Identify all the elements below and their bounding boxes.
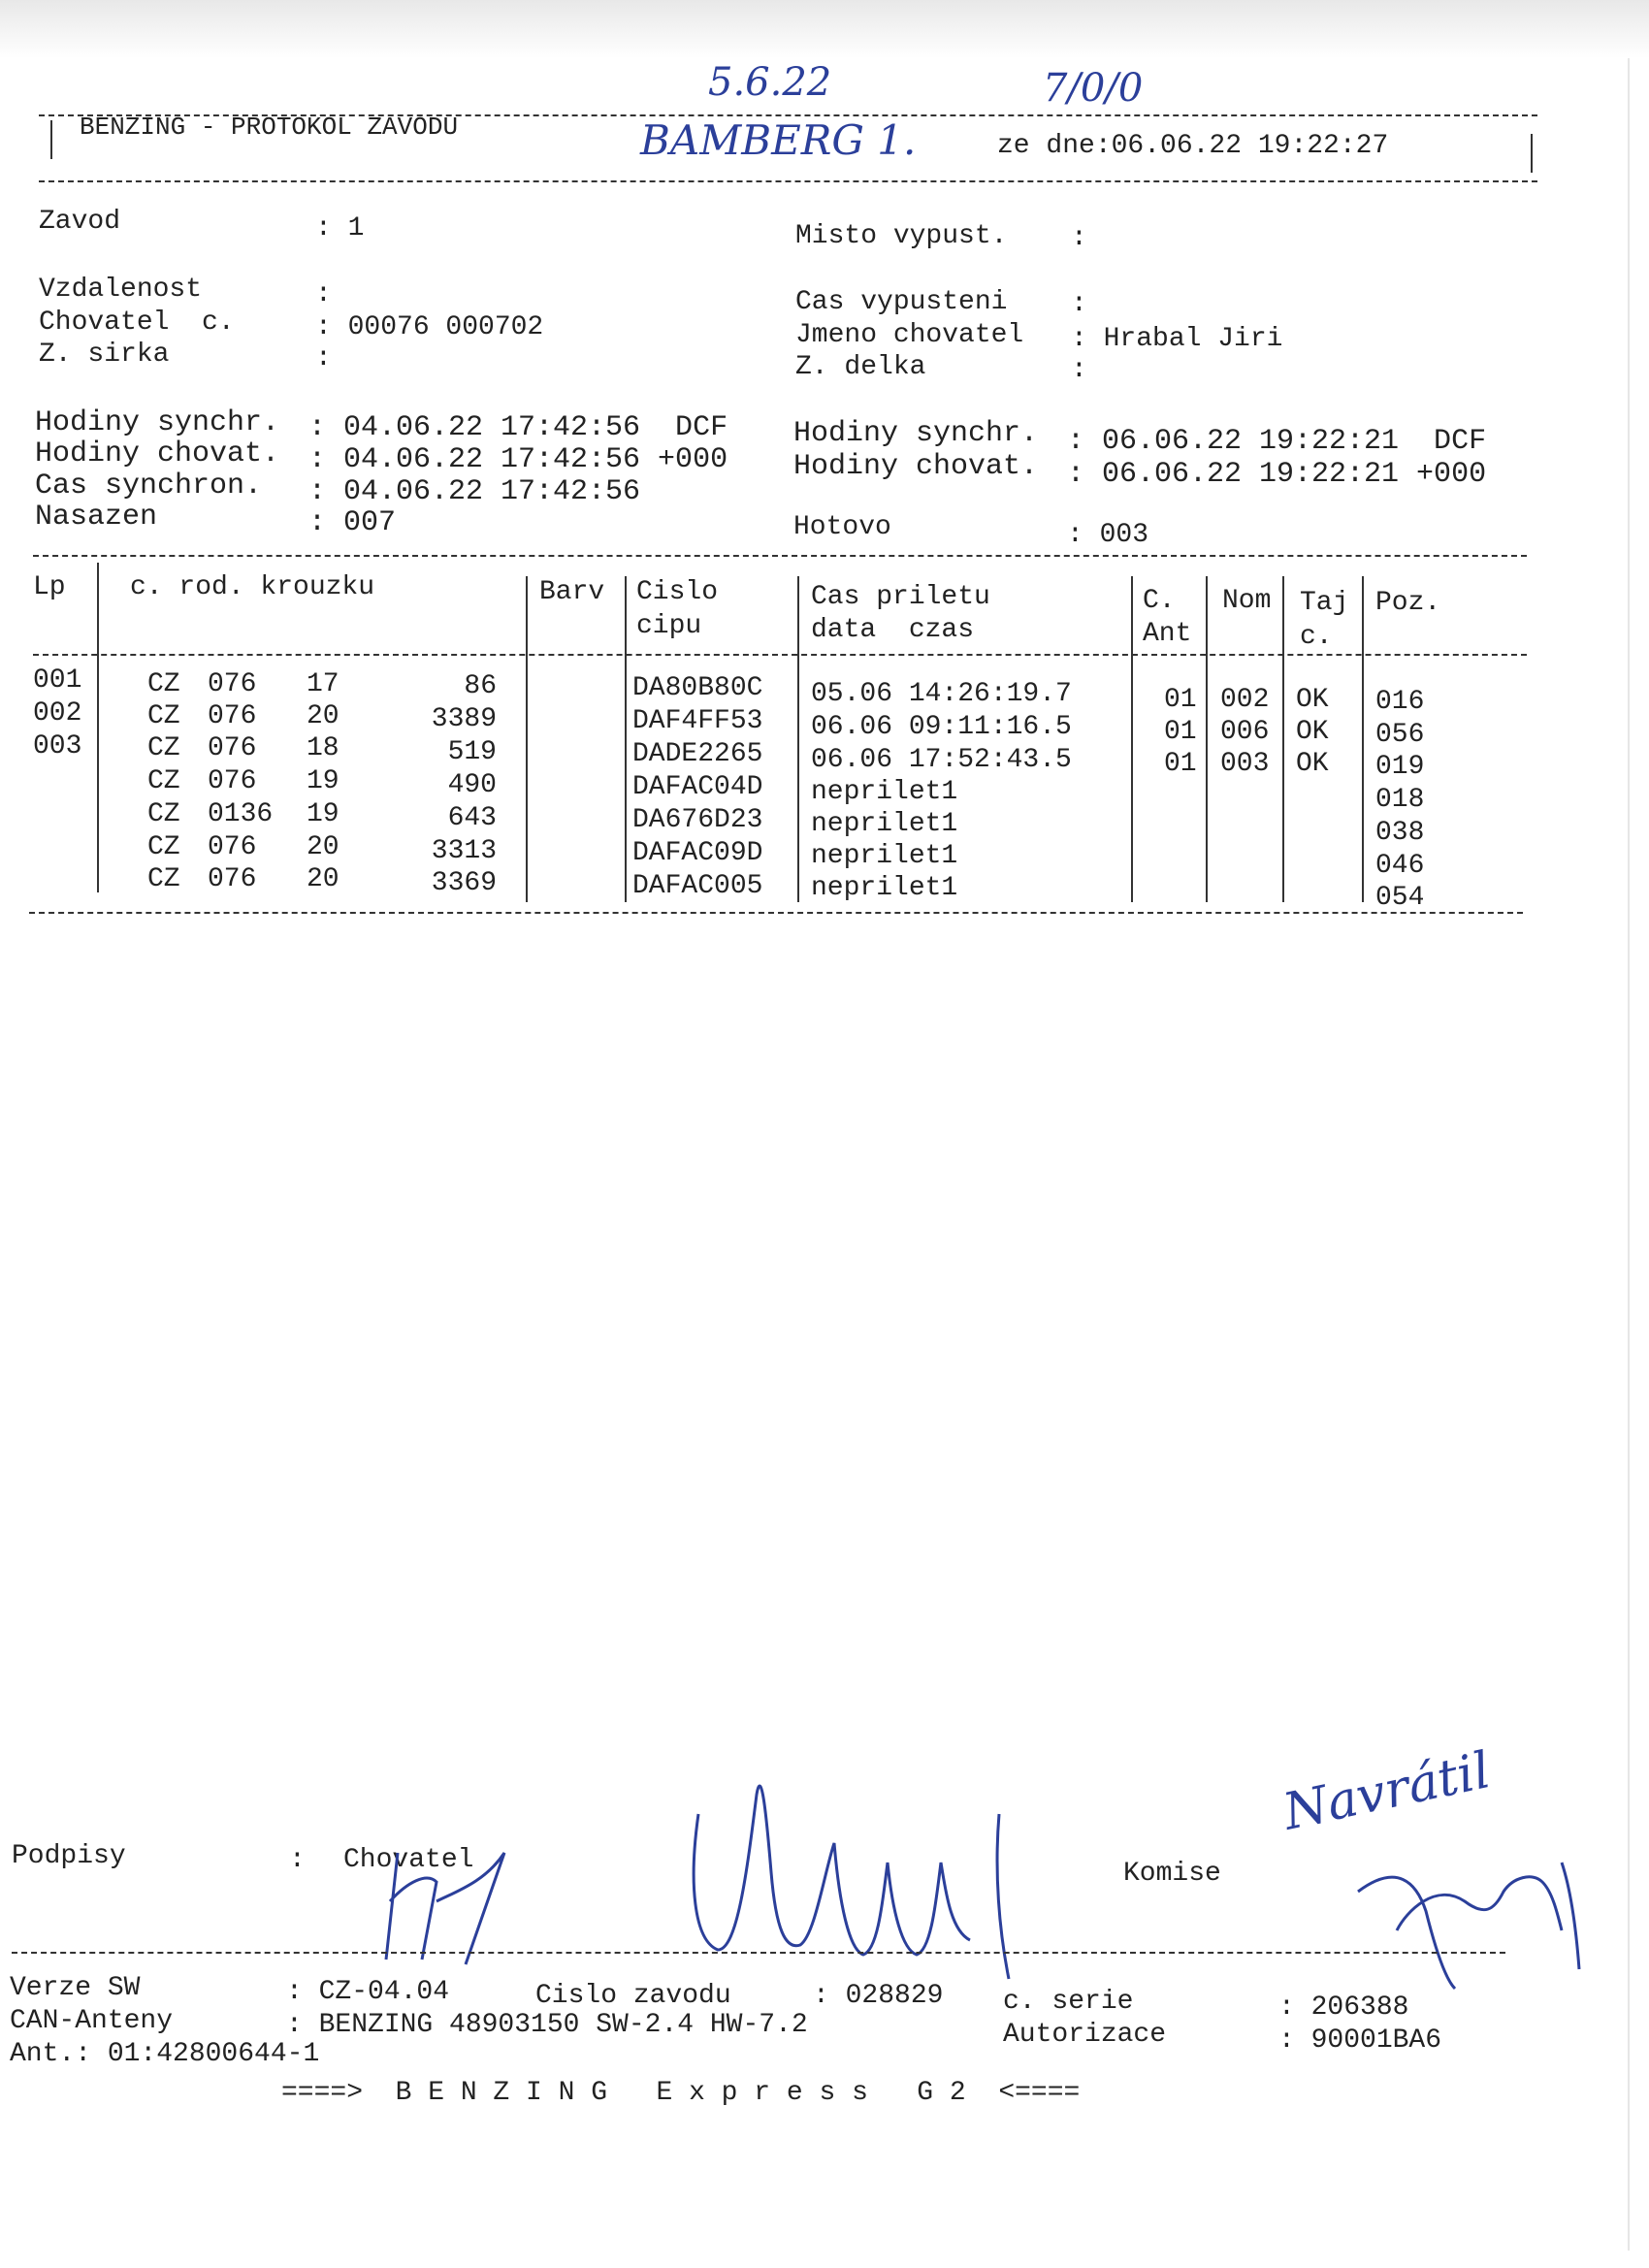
row4-num: 490 [447,770,497,800]
th-taj-2: c. [1300,622,1333,652]
row4-yr: 19 [307,766,340,796]
row1-taj: OK [1296,685,1329,715]
autorizace-label: Autorizace [1003,2020,1167,2050]
serie-value: : 206388 [1278,1993,1409,2023]
sirka-label: Z. sirka [39,340,170,370]
table-bottom-rule [29,912,1523,914]
verze-label: Verze SW [10,1973,141,2003]
row2-num: 3389 [431,704,497,734]
row1-org: 076 [208,669,257,699]
row3-time: 06.06 17:52:43.5 [811,745,1072,775]
row5-num: 643 [447,803,497,833]
komise-label: Komise [1123,1859,1221,1889]
row4-org: 076 [208,766,257,796]
header-bottom-rule [39,180,1537,182]
cas-synchron-label: Cas synchron. [35,470,263,502]
row1-cz: CZ [147,669,180,699]
row2-yr: 20 [307,701,340,731]
row7-poz: 054 [1375,883,1425,913]
col-sep-barv [625,576,627,902]
row6-cz: CZ [147,832,180,862]
misto-value: : [1071,223,1087,253]
col-sep-ant [1206,576,1208,902]
row6-num: 3313 [431,836,497,866]
row6-yr: 20 [307,832,340,862]
hodiny-chovat-value: : 04.06.22 17:42:56 +000 [308,443,728,476]
row3-nom: 003 [1220,749,1270,779]
cas-synchron-value: : 04.06.22 17:42:56 [308,475,641,508]
signature-large [679,1756,1086,1989]
row7-chip: DAFAC005 [632,871,763,901]
col-sep-cislo [797,576,799,902]
brand-line: ====> B E N Z I N G E x p r e s s G 2 <==== [281,2078,1081,2108]
chovatel-sign-label: Chovatel [343,1845,474,1875]
th-rod: c. rod. krouzku [130,572,375,602]
hotovo-label: Hotovo [793,512,891,542]
cas-vypusteni-value: : [1071,289,1087,319]
row2-cz: CZ [147,701,180,731]
row5-chip: DA676D23 [632,805,763,835]
serie-label: c. serie [1003,1987,1134,2017]
th-ant-2: Ant [1143,619,1192,649]
row3-yr: 18 [307,733,340,763]
podpisy-label: Podpisy [12,1841,126,1871]
row3-ant: 01 [1164,749,1197,779]
th-poz: Poz. [1375,588,1441,618]
signature-chovatel [369,1843,524,1969]
chovatel-value: : 00076 000702 [315,312,544,342]
handwritten-place: BAMBERG 1. [640,116,917,164]
r-hodiny-chovat-value: : 06.06.22 19:22:21 +000 [1067,458,1487,491]
row1-num: 86 [464,671,497,701]
col-sep-nom [1282,576,1284,902]
header-left-bar [50,120,52,159]
autorizace-value: : 90001BA6 [1278,2025,1442,2056]
row1-poz: 016 [1375,687,1425,717]
col-sep-cas [1131,576,1133,902]
row3-chip: DADE2265 [632,739,763,769]
row5-cz: CZ [147,799,180,829]
hodiny-synchr-label: Hodiny synchr. [35,406,280,439]
row7-num: 3369 [431,868,497,898]
row6-time: neprilet1 [811,841,958,871]
row7-org: 076 [208,864,257,894]
col-sep-rod [526,576,528,902]
th-lp: Lp [33,572,66,602]
cislo-zavodu-value: : 028829 [813,1981,944,2011]
podpisy-colon: : [289,1845,306,1875]
table-top-rule [33,555,1527,557]
row2-taj: OK [1296,717,1329,747]
row4-cz: CZ [147,766,180,796]
delka-label: Z. delka [795,352,926,382]
table-header-rule [33,654,1527,656]
row4-time: neprilet1 [811,777,958,807]
row6-org: 076 [208,832,257,862]
row2-ant: 01 [1164,717,1197,747]
sirka-value: : [315,343,332,373]
row3-poz: 019 [1375,752,1425,782]
row5-org: 0136 [208,799,274,829]
row2-chip: DAF4FF53 [632,706,763,736]
row4-chip: DAFAC04D [632,772,763,802]
signature-komise-mark [1339,1824,1591,1998]
nasazen-label: Nasazen [35,501,158,534]
th-nom: Nom [1222,586,1272,616]
col-sep-taj [1362,576,1364,902]
row5-time: neprilet1 [811,809,958,839]
row1-time: 05.06 14:26:19.7 [811,679,1072,709]
verze-value: : CZ-04.04 [286,1977,450,2007]
delka-value: : [1071,355,1087,385]
lp-2: 002 [33,698,82,729]
row5-poz: 038 [1375,818,1425,848]
hodiny-chovat-label: Hodiny chovat. [35,437,280,470]
th-cas-1: Cas priletu [811,582,990,612]
r-hodiny-synchr-value: : 06.06.22 19:22:21 DCF [1067,425,1487,458]
nasazen-value: : 007 [308,506,397,539]
row2-org: 076 [208,701,257,731]
jmeno-label: Jmeno chovatel [795,320,1024,350]
komise-name: Navrátil [1278,1741,1496,1842]
scan-edge-right [1628,58,1630,2251]
row5-yr: 19 [307,799,340,829]
row4-poz: 018 [1375,785,1425,815]
row2-time: 06.06 09:11:16.5 [811,712,1072,742]
th-cislo-1: Cislo [636,577,719,607]
row7-time: neprilet1 [811,873,958,903]
col-sep-lp [97,563,99,892]
handwritten-date: 5.6.22 [708,60,832,105]
hodiny-synchr-value: : 04.06.22 17:42:56 DCF [308,411,728,444]
row3-taj: OK [1296,749,1329,779]
th-taj-1: Taj [1300,588,1349,618]
row1-chip: DA80B80C [632,673,763,703]
handwritten-count: 7/0/0 [1043,66,1144,111]
th-barv: Barv [539,577,605,607]
row1-yr: 17 [307,669,340,699]
chovatel-label: Chovatel c. [39,308,235,338]
vzdalenost-label: Vzdalenost [39,275,203,305]
can-value: : BENZING 48903150 SW-2.4 HW-7.2 [286,2010,808,2040]
th-cislo-2: cipu [636,611,702,641]
lp-1: 001 [33,665,82,696]
hotovo-value: : 003 [1067,520,1149,550]
printed-date: ze dne:06.06.22 19:22:27 [997,131,1389,161]
row1-nom: 002 [1220,685,1270,715]
row2-poz: 056 [1375,720,1425,750]
report-title: BENZING - PROTOKOL ZAVODU [80,113,459,142]
r-hodiny-synchr-label: Hodiny synchr. [793,417,1039,450]
zavod-value: : 1 [315,213,365,243]
th-ant-1: C. [1143,586,1176,616]
zavod-label: Zavod [39,207,121,237]
r-hodiny-chovat-label: Hodiny chovat. [793,450,1039,483]
scan-edge [0,0,1649,58]
jmeno-value: : Hrabal Jiri [1071,324,1283,354]
row3-cz: CZ [147,733,180,763]
row6-poz: 046 [1375,851,1425,881]
ant-line: Ant.: 01:42800644-1 [10,2039,320,2069]
row3-num: 519 [447,737,497,767]
cislo-zavodu-label: Cislo zavodu [535,1981,731,2011]
misto-label: Misto vypust. [795,221,1008,251]
header-right-bar [1531,134,1533,173]
row7-yr: 20 [307,864,340,894]
footer-rule [12,1952,1505,1954]
lp-3: 003 [33,731,82,761]
row1-ant: 01 [1164,685,1197,715]
row3-org: 076 [208,733,257,763]
row7-cz: CZ [147,864,180,894]
can-label: CAN-Anteny [10,2006,174,2036]
th-cas-2: data czas [811,615,975,645]
row2-nom: 006 [1220,717,1270,747]
cas-vypusteni-label: Cas vypusteni [795,287,1008,317]
row6-chip: DAFAC09D [632,838,763,868]
vzdalenost-value: : [315,279,332,309]
